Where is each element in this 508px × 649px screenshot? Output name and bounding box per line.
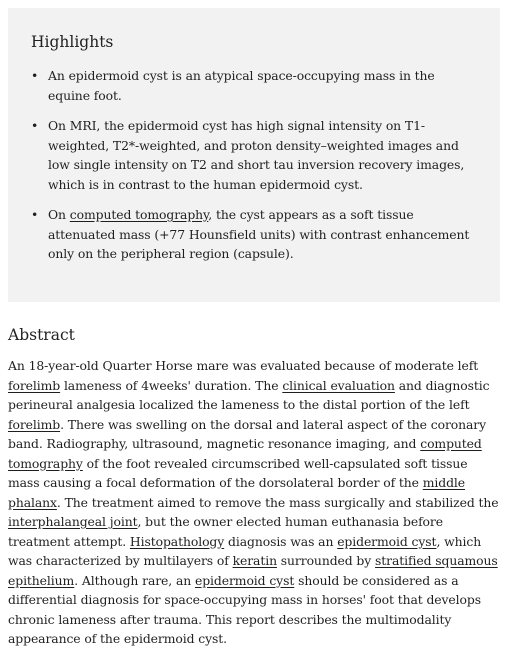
text-run: . There was swelling on the dorsal and lateral aspect of the coronary band. Radiography, ultrasound, magnetic resonance imaging, and xyxy=(8,416,487,451)
abstract-heading: Abstract xyxy=(8,326,75,344)
link-computed-tomography[interactable]: computed tomography xyxy=(69,207,209,222)
link-epidermoid-cyst[interactable]: epidermoid cyst xyxy=(337,533,437,549)
highlight-item xyxy=(31,116,478,194)
text-run: and diagnostic perineural analgesia localized the lameness to the distal portion of the left xyxy=(8,377,490,412)
highlights-list xyxy=(31,66,478,264)
text-run: surrounded by xyxy=(276,553,376,568)
text-run: An epidermoid cyst is an atypical space-occupying mass in the equine foot. xyxy=(48,68,435,103)
link-computed-tomography[interactable]: computed tomography xyxy=(8,436,482,471)
link-forelimb[interactable]: forelimb xyxy=(8,416,61,432)
highlights-box xyxy=(8,8,500,302)
bullet-icon: • xyxy=(31,118,39,133)
text-run: On xyxy=(48,207,70,222)
text-run: diagnosis was an xyxy=(224,533,338,549)
text-run: An 18-year-old Quarter Horse mare was evaluated because of moderate left xyxy=(8,358,479,373)
abstract-paragraph xyxy=(8,356,500,649)
text-run: , which was characterized by multilayers of xyxy=(8,533,482,568)
link-stratified-squamous-epithelium[interactable]: stratified squamous epithelium xyxy=(8,553,498,588)
link-epidermoid-cyst[interactable]: epidermoid cyst xyxy=(194,572,295,588)
bullet-icon: • xyxy=(31,207,39,222)
link-clinical-evaluation[interactable]: clinical evaluation xyxy=(282,377,395,393)
highlights-heading: Highlights xyxy=(31,33,114,51)
text-run: , but the owner elected human euthanasia before treatment attempt. xyxy=(8,514,443,549)
highlight-item xyxy=(31,66,478,105)
link-keratin[interactable]: keratin xyxy=(232,553,277,568)
link-middle-phalanx[interactable]: middle phalanx xyxy=(8,475,466,510)
link-forelimb[interactable]: forelimb xyxy=(8,377,61,393)
text-run: . The treatment aimed to remove the mass surgically and stabilized the xyxy=(56,494,499,510)
highlight-item xyxy=(31,205,478,264)
text-run: should be considered as a differential diagnosis for space-occupying mass in horses' foot that develops chronic lameness after trauma. This report describes the multimodality appearance of the epidermoid cyst. xyxy=(8,572,481,646)
text-run: lameness of 4weeks' duration. The xyxy=(60,377,283,393)
text-run: of the foot revealed circumscribed well-capsulated soft tissue mass causing a focal deformation of the dorsolateral border of the xyxy=(8,455,468,490)
text-run: , the cyst appears as a soft tissue attenuated mass (+77 Hounsfield units) with contrast enhancement only on the peripheral region (capsule). xyxy=(48,207,470,261)
link-interphalangeal-joint[interactable]: interphalangeal joint xyxy=(8,514,138,529)
text-run: On MRI, the epidermoid cyst has high signal intensity on T1-weighted, T2*-weighted, and proton density–weighted images and low single intensity on T2 and short tau inversion recovery images, which is in contrast to the human epidermoid cyst. xyxy=(48,118,465,192)
text-run: . Although rare, an xyxy=(74,572,195,588)
link-histopathology[interactable]: Histopathology xyxy=(129,533,225,549)
bullet-icon: • xyxy=(31,68,39,83)
